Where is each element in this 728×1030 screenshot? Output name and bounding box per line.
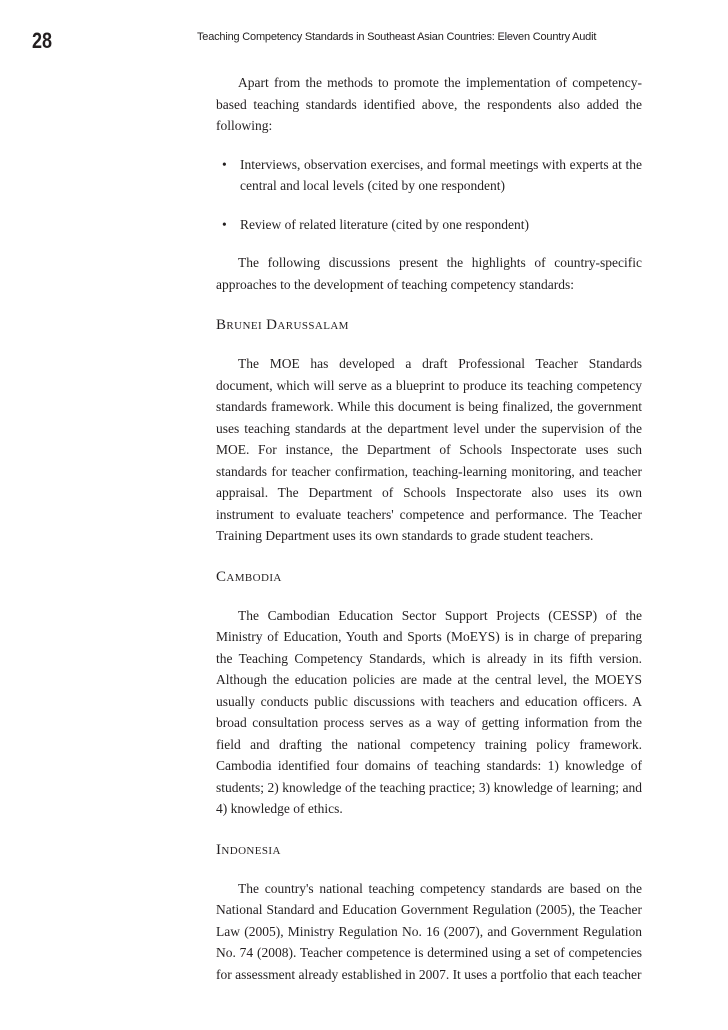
section-body-cambodia: The Cambodian Education Sector Support Projects (CESSP) of the Ministry of Education, Youth and Sports (MoEYS) is in charge of preparing the Teaching Competency Standards, which is already in its fifth version. Although the education policies are made at the central level, the MOEYS usually conducts public discussions with teachers and education officers. A broad consultation process serves as a way of getting information from the field and drafting the national competency training policy framework. Cambodia identified four domains of teaching standards: 1) knowledge of students; 2) knowledge of the teaching practice; 3) knowledge of learning; and 4) knowledge of ethics. <box>216 607 642 816</box>
intro-paragraph: Apart from the methods to promote the implementation of competency-based teaching standards identified above, the respondents also added the following: <box>216 75 642 133</box>
running-header: Teaching Competency Standards in Southeast Asian Countries: Eleven Country Audit <box>197 31 597 43</box>
list-item-text: Interviews, observation exercises, and formal meetings with experts at the central and local levels (cited by one respondent) <box>240 156 642 193</box>
list-item <box>216 154 642 197</box>
bullet-icon: • <box>222 216 227 232</box>
section-body-indonesia: The country's national teaching competency standards are based on the National Standard and Education Government Regulation (2005), the Teacher Law (2005), Ministry Regulation No. 16 (2007), and Government Regulation No. 74 (2008). Teacher competence is determined using a set of competencies for assessment already established in 2007. It uses a portfolio that each teacher <box>216 880 642 982</box>
bullet-list <box>216 154 642 236</box>
page-number: 28 <box>32 28 53 53</box>
section-heading-brunei: Brunei Darussalam <box>216 317 349 333</box>
list-item-text: Review of related literature (cited by one respondent) <box>240 216 530 232</box>
transition-paragraph: The following discussions present the highlights of country-specific approaches to the development of teaching competency standards: <box>216 255 642 292</box>
page-body <box>216 72 642 985</box>
section-body-brunei: The MOE has developed a draft Professional Teacher Standards document, which will serve as a blueprint to produce its teaching competency standards framework. While this document is being finalized, the government uses teaching standards at the department level under the supervision of the MOE. For instance, the Department of Schools Inspectorate uses such standards for teacher confirmation, teaching-learning monitoring, and teacher appraisal. The Department of Schools Inspectorate also uses its own instrument to evaluate teachers' competence and performance. The Teacher Training Department uses its own standards to grade student teachers. <box>216 356 642 543</box>
list-item <box>216 214 642 236</box>
bullet-icon: • <box>222 156 227 172</box>
section-heading-indonesia: Indonesia <box>216 841 281 858</box>
section-heading-cambodia: Cambodia <box>216 568 282 585</box>
